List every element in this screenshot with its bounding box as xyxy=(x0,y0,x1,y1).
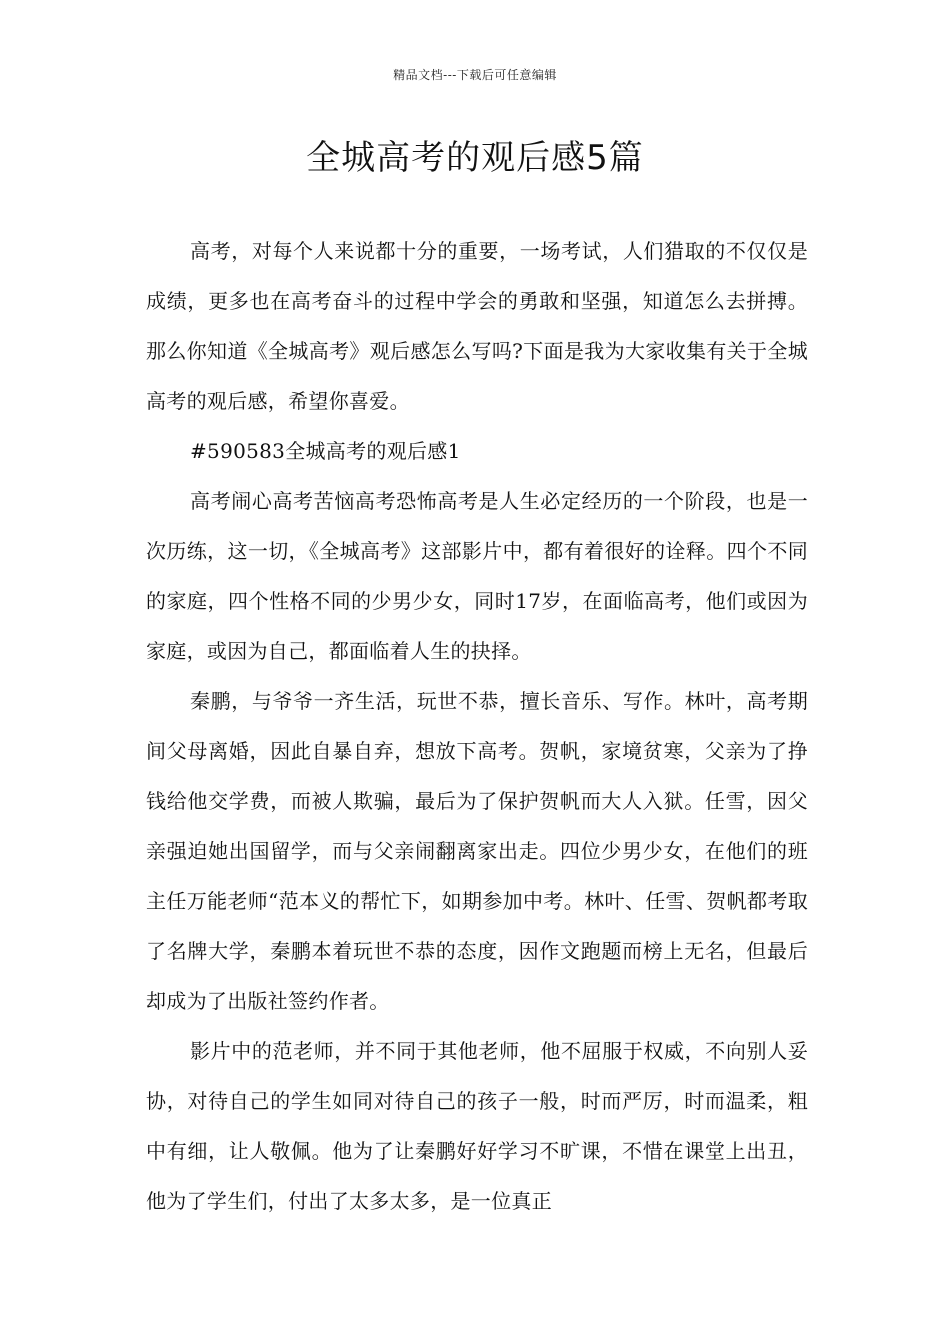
document-body xyxy=(146,226,808,1226)
section-heading: #590583全城高考的观后感1 xyxy=(190,439,461,463)
paragraph: 高考闹心高考苦恼高考恐怖高考是人生必定经历的一个阶段，也是一次历练，这一切，《全城高考》这部影片中，都有着很好的诠释。四个不同的家庭，四个性格不同的少男少女，同时17岁，在面临高考，他们或因为家庭，或因为自己，都面临着人生的抉择。 xyxy=(146,489,808,663)
paragraph: 影片中的范老师，并不同于其他老师，他不屈服于权威，不向别人妥协，对待自己的学生如同对待自己的孩子一般，时而严厉，时而温柔，粗中有细，让人敬佩。他为了让秦鹏好好学习不旷课，不惜在课堂上出丑，他为了学生们，付出了太多太多，是一位真正 xyxy=(146,1039,808,1213)
document-title: 全城高考的观后感5篇 xyxy=(306,138,644,178)
header-note: 精品文档---下载后可任意编辑 xyxy=(393,68,557,82)
paragraph: 秦鹏，与爷爷一齐生活，玩世不恭，擅长音乐、写作。林叶，高考期间父母离婚，因此自暴自弃，想放下高考。贺帆，家境贫寒，父亲为了挣钱给他交学费，而被人欺骗，最后为了保护贺帆而大人入狱。任雪，因父亲强迫她出国留学，而与父亲闹翻离家出走。四位少男少女，在他们的班主任万能老师“范本义的帮忙下，如期参加中考。林叶、任雪、贺帆都考取了名牌大学，秦鹏本着玩世不恭的态度，因作文跑题而榜上无名，但最后却成为了出版社签约作者。 xyxy=(146,689,808,1013)
paragraph-intro: 高考，对每个人来说都十分的重要，一场考试，人们猎取的不仅仅是成绩，更多也在高考奋斗的过程中学会的勇敢和坚强，知道怎么去拼搏。那么你知道《全城高考》观后感怎么写吗?下面是我为大家收集有关于全城高考的观后感，希望你喜爱。 xyxy=(146,239,808,413)
